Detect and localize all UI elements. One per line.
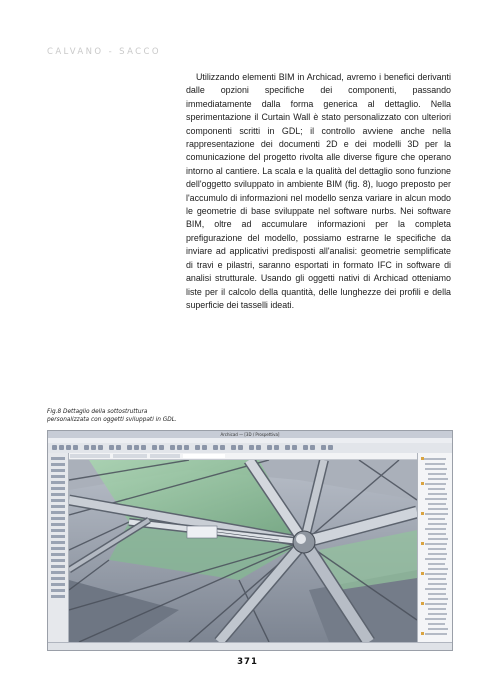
- toolbar-button: [267, 445, 272, 450]
- info-tag: [187, 526, 217, 538]
- figure-screenshot: [47, 430, 453, 651]
- running-head: CALVANO - SACCO: [47, 47, 161, 57]
- view-tabs: [68, 453, 418, 460]
- toolbar-button: [321, 445, 326, 450]
- view-tab: [70, 454, 110, 458]
- navigator-item: [425, 468, 447, 470]
- tool-item: [51, 463, 65, 466]
- 3d-viewport: [69, 460, 417, 643]
- status-bar: [48, 642, 452, 650]
- toolbar-button: [109, 445, 114, 450]
- navigator-item: [425, 573, 447, 575]
- folder-icon: [421, 542, 424, 545]
- toolbar-button: [134, 445, 139, 450]
- view-tab: [113, 454, 147, 458]
- toolbar-button: [116, 445, 121, 450]
- toolbar-button: [184, 445, 189, 450]
- page-number: 371: [237, 657, 258, 667]
- navigator-item: [428, 563, 445, 565]
- toolbar-button: [195, 445, 200, 450]
- navigator-item: [428, 628, 448, 630]
- navigator-item: [428, 593, 446, 595]
- tool-item: [51, 529, 65, 532]
- body-paragraph: Utilizzando elementi BIM in Archicad, avremo i benefici derivanti dalle opzioni specifiche dei componenti, passando immediatamente dalla forma generica al dettaglio. Nella sperimentazione il Curtain Wall è stato personalizzato con ulteriori componenti scritti in GDL; il controllo avviene anche nella rappresentazione dei documenti 2D e dei modelli 3D per la comunicazione del progetto rivolta alle diverse figure che operano intorno al cantiere. La scala e la qualità del dettaglio sono funzione dell'oggetto sviluppato in ambiente BIM (fig. 8), luogo preposto per l'accumulo di informazioni nel modello senza variare in alcun modo le geometrie di base sviluppate nel software nurbs. Nei software BIM, oltre ad accumulare informazioni per la completa prefigurazione del modello, possiamo estrarne le specifiche da inviare ad applicativi predisposti all'analisi: geometrie semplificate di travi e pilastri, saranno esportati in formato IFC in software di analisi strutturale. Usando gli oggetti nativi di Archicad otteniamo liste per il calcolo della quantità, delle lunghezze dei profili e della superficie dei tasselli ideati.: [186, 72, 451, 310]
- tool-item: [51, 481, 65, 484]
- navigator-item: [428, 608, 446, 610]
- tool-item: [51, 493, 65, 496]
- toolbar-button: [66, 445, 71, 450]
- toolbar-button: [249, 445, 254, 450]
- tool-item: [51, 595, 65, 598]
- navigator-item: [428, 518, 445, 520]
- toolbar-button: [159, 445, 164, 450]
- navigator-item: [425, 588, 446, 590]
- folder-icon: [421, 602, 424, 605]
- navigator-item: [425, 543, 447, 545]
- toolbar-button: [202, 445, 207, 450]
- toolbar-button: [98, 445, 103, 450]
- navigator-item: [428, 568, 448, 570]
- navigator-item: [428, 548, 446, 550]
- toolbar-button: [73, 445, 78, 450]
- toolbar-button: [303, 445, 308, 450]
- toolbar-button: [285, 445, 290, 450]
- folder-icon: [421, 632, 424, 635]
- navigator-item: [425, 528, 446, 530]
- navigator-item: [428, 538, 448, 540]
- toolbar-button: [152, 445, 157, 450]
- toolbox-palette: [48, 453, 69, 643]
- navigator-item: [422, 458, 446, 460]
- toolbar-button: [84, 445, 89, 450]
- toolbar-button: [91, 445, 96, 450]
- tool-item: [51, 523, 65, 526]
- toolbar-button: [170, 445, 175, 450]
- tool-item: [51, 583, 65, 586]
- navigator-item: [428, 478, 448, 480]
- navigator-item: [428, 473, 446, 475]
- tool-item: [51, 505, 65, 508]
- navigator-item: [428, 578, 446, 580]
- tool-item: [51, 499, 65, 502]
- toolbar-button: [310, 445, 315, 450]
- navigator-item: [428, 503, 446, 505]
- toolbar-button: [292, 445, 297, 450]
- node-joint-highlight: [296, 534, 306, 544]
- tool-item: [51, 559, 65, 562]
- toolbar-button: [328, 445, 333, 450]
- toolbar-button: [127, 445, 132, 450]
- navigator-item: [428, 598, 448, 600]
- folder-icon: [421, 512, 424, 515]
- navigator-item: [425, 513, 448, 515]
- navigator-item: [428, 613, 447, 615]
- navigator-item: [425, 618, 446, 620]
- folder-icon: [421, 572, 424, 575]
- toolbar-button: [231, 445, 236, 450]
- tool-item: [51, 469, 65, 472]
- toolbar-button: [177, 445, 182, 450]
- navigator-item: [428, 583, 447, 585]
- tool-item: [51, 475, 65, 478]
- tool-item: [51, 571, 65, 574]
- tool-item: [51, 457, 65, 460]
- toolbar-button: [220, 445, 225, 450]
- tool-item: [51, 487, 65, 490]
- navigator-item: [428, 508, 448, 510]
- tool-item: [51, 565, 65, 568]
- tool-item: [51, 547, 65, 550]
- toolbar-button: [274, 445, 279, 450]
- view-tab: [183, 454, 225, 458]
- 3d-structure-render: [69, 460, 417, 642]
- view-tab: [150, 454, 180, 458]
- toolbar-button: [52, 445, 57, 450]
- toolbar-button: [238, 445, 243, 450]
- navigator-item: [425, 603, 447, 605]
- navigator-item: [425, 498, 447, 500]
- navigator-item: [428, 533, 446, 535]
- navigator-item: [425, 633, 447, 635]
- tool-item: [51, 517, 65, 520]
- tool-item: [51, 553, 65, 556]
- tool-item: [51, 589, 65, 592]
- navigator-item: [425, 483, 446, 485]
- tool-item: [51, 577, 65, 580]
- navigator-item: [428, 553, 447, 555]
- toolbar-button: [141, 445, 146, 450]
- tool-item: [51, 541, 65, 544]
- navigator-item: [428, 493, 447, 495]
- folder-icon: [421, 457, 424, 460]
- toolbar-button: [59, 445, 64, 450]
- navigator-item: [428, 623, 445, 625]
- navigator-item: [425, 463, 445, 465]
- navigator-item: [428, 488, 445, 490]
- folder-icon: [421, 482, 424, 485]
- navigator-item: [425, 558, 446, 560]
- tool-item: [51, 535, 65, 538]
- toolbar-button: [213, 445, 218, 450]
- navigator-panel: [417, 453, 452, 643]
- navigator-item: [428, 523, 447, 525]
- figure-caption: Fig.8 Dettaglio della sottostruttura personalizzata con oggetti sviluppati in GDL.: [47, 409, 177, 423]
- toolbar-button: [256, 445, 261, 450]
- window-title-bar: Archicad — [3D / Prospettiva]: [48, 431, 452, 438]
- tool-item: [51, 511, 65, 514]
